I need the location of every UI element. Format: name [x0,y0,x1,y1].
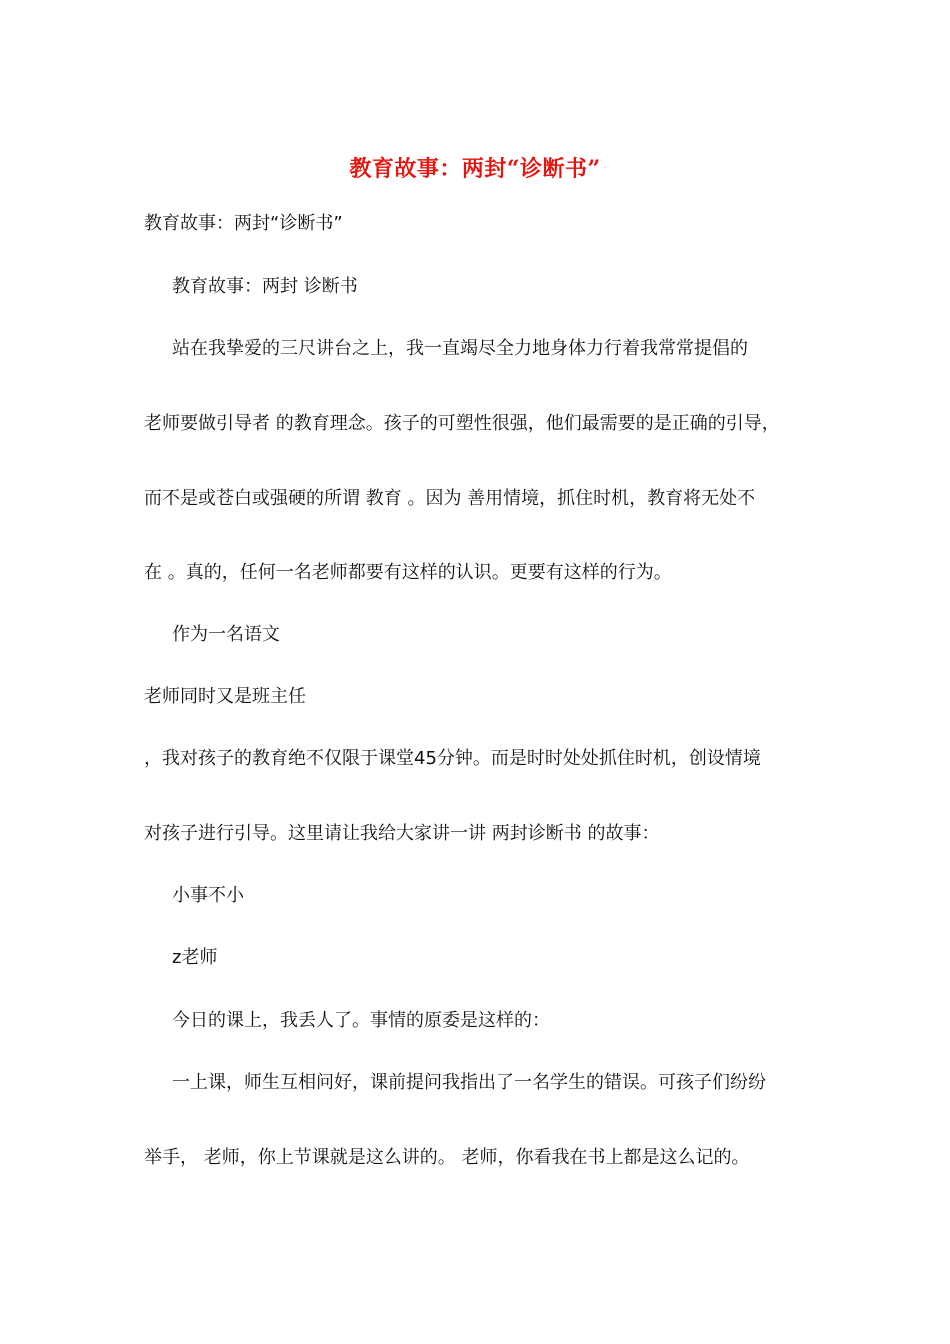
section-heading: 小事不小 [172,885,244,906]
paragraph-line: 而不是或苍白或强硬的所谓 教育 。因为 善用情境，抓住时机，教育将无处不 [144,488,756,509]
paragraph-line: 老师同时又是班主任 [144,686,306,707]
letter-salutation: z老师 [172,947,218,968]
paragraph-line: ，我对孩子的教育绝不仅限于课堂45分钟。而是时时处处抓住时机，创设情境 [144,748,761,769]
heading-line: 教育故事：两封 诊断书 [172,276,358,297]
paragraph-line: 作为一名语文 [172,624,280,645]
paragraph-line: 一上课，师生互相问好，课前提问我指出了一名学生的错误。可孩子们纷纷 [172,1072,766,1093]
paragraph-line: 对孩子进行引导。这里请让我给大家讲一讲 两封诊断书 的故事： [144,823,660,844]
paragraph-line: 今日的课上，我丢人了。事情的原委是这样的： [172,1010,550,1031]
paragraph-line: 老师要做引导者 的教育理念。孩子的可塑性很强，他们最需要的是正确的引导， [144,413,780,434]
paragraph-line: 举手， 老师，你上节课就是这么讲的。 老师，你看我在书上都是这么记的。 [144,1147,750,1168]
document-title: 教育故事：两封“诊断书” [349,156,601,182]
paragraph-line: 在 。真的，任何一名老师都要有这样的认识。更要有这样的行为。 [144,562,672,583]
paragraph-line: 站在我挚爱的三尺讲台之上，我一直竭尽全力地身体力行着我常常提倡的 [172,338,748,359]
subtitle-line: 教育故事：两封“诊断书” [144,213,343,234]
